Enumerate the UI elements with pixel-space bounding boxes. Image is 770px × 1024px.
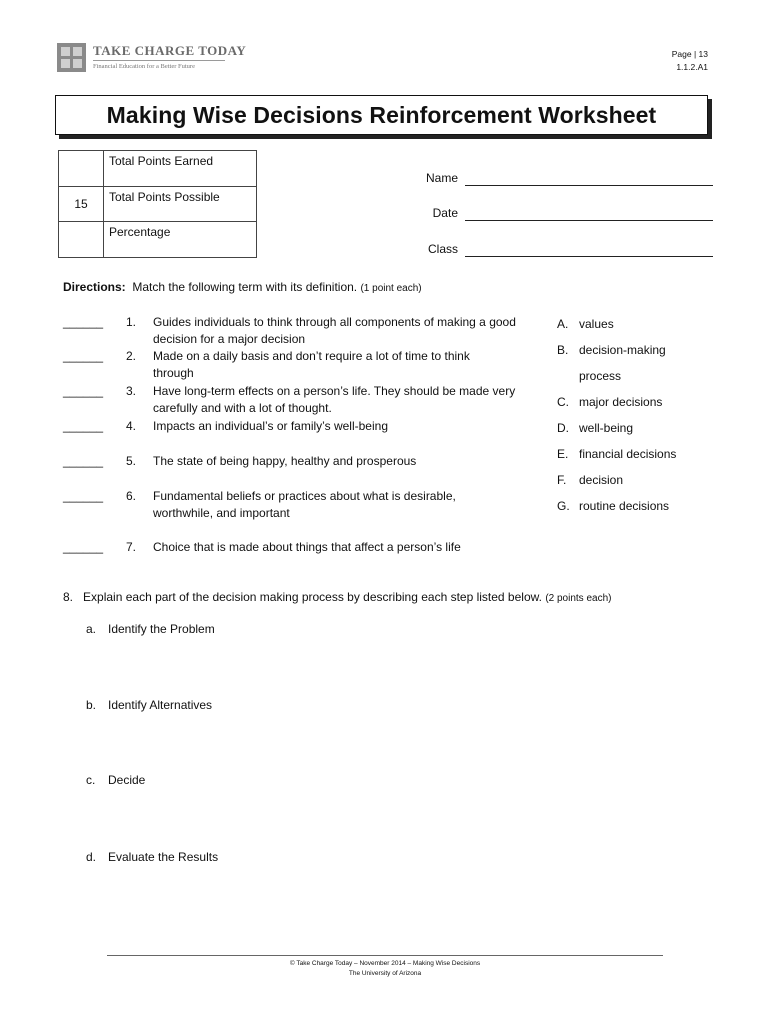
directions-points: (1 point each) bbox=[360, 283, 422, 294]
page-title: Making Wise Decisions Reinforcement Worksheet bbox=[106, 101, 657, 128]
name-label: Name bbox=[425, 171, 458, 185]
directions-text: Match the following term with its definition. bbox=[132, 280, 358, 294]
answer-blank-2[interactable]: ______ bbox=[63, 349, 104, 363]
footer-university: The University of Arizona bbox=[348, 970, 422, 977]
date-label: Date bbox=[432, 206, 458, 220]
item-text-1: Guides individuals to think through all components of making a good decision for a major decision bbox=[153, 315, 516, 346]
step-text: Identify the Problem bbox=[108, 622, 215, 636]
item-text-2: Made on a daily basis and don’t require a lot of time to think through bbox=[153, 349, 470, 380]
option-text: decision bbox=[579, 473, 624, 487]
points-earned-value[interactable] bbox=[59, 151, 104, 187]
option-c bbox=[557, 395, 662, 409]
option-b-continued bbox=[557, 369, 621, 383]
question-8-points: (2 points each) bbox=[545, 593, 612, 604]
option-text: well-being bbox=[579, 421, 634, 435]
points-possible-value: 15 bbox=[59, 186, 104, 222]
title-box bbox=[55, 95, 708, 135]
date-field[interactable] bbox=[465, 220, 713, 221]
question-8-text: Explain each part of the decision making process by describing each step listed below. bbox=[83, 590, 542, 604]
step-c bbox=[86, 773, 145, 787]
org-name: TAKE CHARGE TODAY bbox=[93, 43, 247, 58]
question-8 bbox=[63, 590, 611, 604]
item-number-1: 1. bbox=[125, 315, 136, 329]
answer-blank-3[interactable]: ______ bbox=[63, 384, 104, 398]
points-row-percentage bbox=[59, 222, 257, 258]
class-field[interactable] bbox=[465, 256, 713, 257]
points-table bbox=[58, 150, 257, 258]
org-tagline: Financial Education for a Better Future bbox=[93, 63, 195, 70]
step-letter: d. bbox=[86, 850, 97, 864]
answer-blank-7[interactable]: ______ bbox=[63, 540, 104, 554]
option-letter: F. bbox=[557, 473, 567, 487]
option-letter: E. bbox=[557, 447, 569, 461]
step-b bbox=[86, 698, 212, 712]
item-number-6: 6. bbox=[125, 489, 136, 503]
item-text-7: Choice that is made about things that affect a person’s life bbox=[153, 540, 461, 554]
points-row-possible bbox=[59, 186, 257, 222]
logo-icon bbox=[57, 43, 86, 72]
percentage-value[interactable] bbox=[59, 222, 104, 258]
option-letter: B. bbox=[557, 343, 569, 357]
answer-blank-4[interactable]: ______ bbox=[63, 419, 104, 433]
step-letter: b. bbox=[86, 698, 97, 712]
points-row-earned bbox=[59, 151, 257, 187]
answer-blank-5[interactable]: ______ bbox=[63, 454, 104, 468]
option-f bbox=[557, 473, 623, 487]
logo-divider bbox=[93, 60, 225, 61]
step-a bbox=[86, 622, 215, 636]
option-d bbox=[557, 421, 633, 435]
item-text-3: Have long-term effects on a person’s life. They should be made very carefully and with a lot of thought. bbox=[153, 384, 516, 415]
option-text: decision-making bbox=[579, 343, 666, 357]
item-number-2: 2. bbox=[125, 349, 136, 363]
doc-code: 1.1.2.A1 bbox=[676, 62, 708, 72]
option-letter: D. bbox=[557, 421, 569, 435]
step-text: Evaluate the Results bbox=[108, 850, 219, 864]
directions-label: Directions: bbox=[63, 280, 126, 294]
page-number: Page | 13 bbox=[671, 49, 708, 59]
option-a bbox=[557, 317, 614, 331]
name-field[interactable] bbox=[465, 185, 713, 186]
question-8-number: 8. bbox=[63, 590, 74, 604]
option-text: process bbox=[579, 369, 622, 383]
option-letter: C. bbox=[557, 395, 569, 409]
footer-copyright: © Take Charge Today – November 2014 – Making Wise Decisions bbox=[289, 960, 481, 967]
item-number-4: 4. bbox=[125, 419, 136, 433]
answer-blank-6[interactable]: ______ bbox=[63, 489, 104, 503]
item-text-6: Fundamental beliefs or practices about what is desirable, worthwhile, and important bbox=[153, 489, 456, 520]
points-earned-label: Total Points Earned bbox=[104, 151, 257, 187]
step-text: Decide bbox=[108, 773, 146, 787]
option-b bbox=[557, 343, 666, 357]
item-number-3: 3. bbox=[125, 384, 136, 398]
percentage-label: Percentage bbox=[104, 222, 257, 258]
page-info bbox=[672, 48, 708, 74]
option-text: routine decisions bbox=[579, 499, 670, 513]
option-text: values bbox=[579, 317, 614, 331]
option-letter: A. bbox=[557, 317, 569, 331]
option-g bbox=[557, 499, 669, 513]
class-label: Class bbox=[427, 242, 458, 256]
points-possible-label: Total Points Possible bbox=[104, 186, 257, 222]
answer-blank-1[interactable]: ______ bbox=[63, 315, 104, 329]
option-letter: G. bbox=[557, 499, 570, 513]
option-e bbox=[557, 447, 676, 461]
item-text-5: The state of being happy, healthy and prosperous bbox=[153, 454, 417, 468]
option-text: major decisions bbox=[579, 395, 663, 409]
step-letter: a. bbox=[86, 622, 97, 636]
item-number-7: 7. bbox=[125, 540, 136, 554]
option-text: financial decisions bbox=[579, 447, 677, 461]
directions bbox=[63, 280, 422, 294]
step-text: Identify Alternatives bbox=[108, 698, 213, 712]
item-text-4: Impacts an individual’s or family’s well-being bbox=[153, 419, 388, 433]
step-d bbox=[86, 850, 218, 864]
footer-divider bbox=[107, 955, 663, 956]
item-number-5: 5. bbox=[125, 454, 136, 468]
step-letter: c. bbox=[86, 773, 96, 787]
